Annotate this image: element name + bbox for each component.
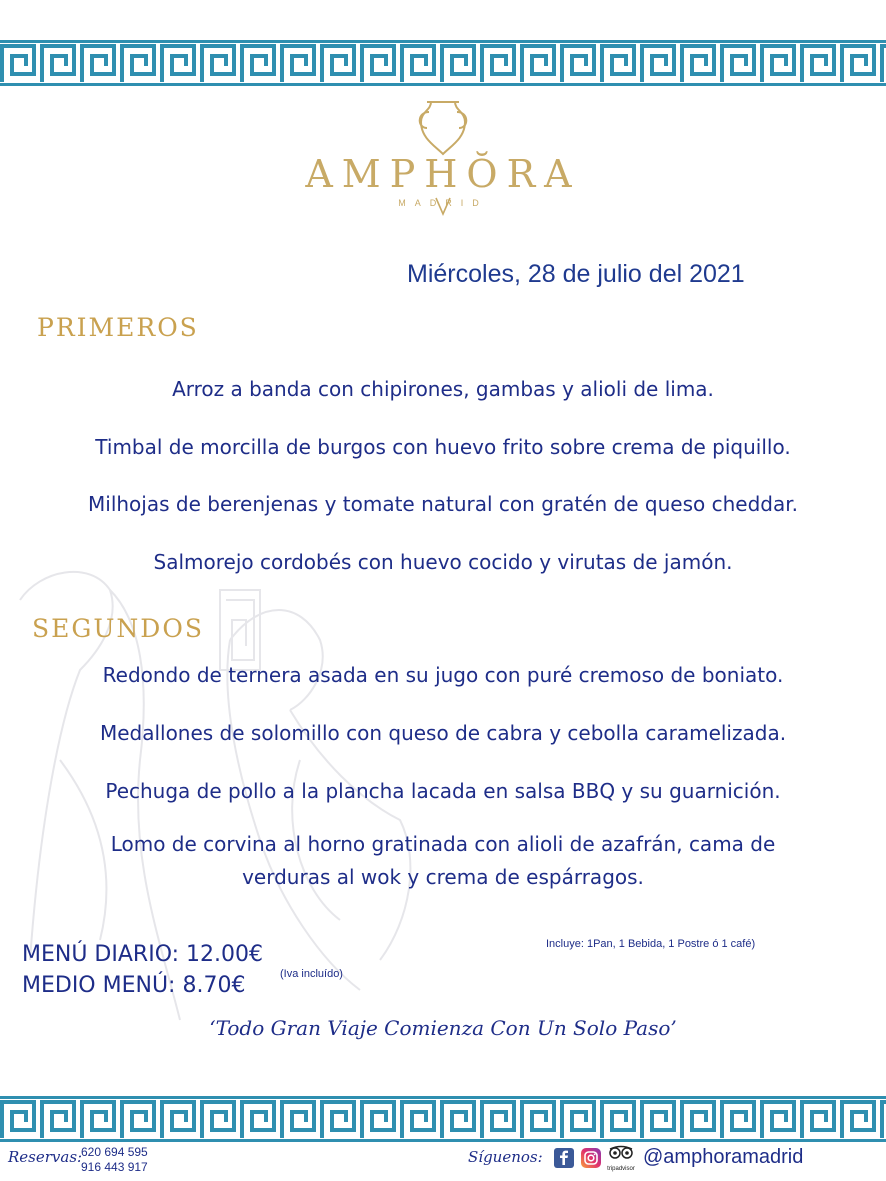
amphora-logo: [300, 92, 586, 222]
tripadvisor-wordmark: tripadvisor: [607, 1166, 635, 1172]
instagram-icon[interactable]: [581, 1148, 601, 1168]
section-title-primeros: PRIMEROS: [37, 313, 199, 342]
greek-key-border-top: [0, 38, 886, 88]
dish-item: Milhojas de berenjenas y tomate natural con gratén de queso cheddar.: [88, 492, 798, 516]
brand-name: AMPHŎRA: [305, 152, 581, 196]
tripadvisor-icon[interactable]: [606, 1145, 636, 1171]
siguenos-label: Síguenos:: [468, 1148, 543, 1166]
amphora-vase-icon: [413, 98, 473, 158]
facebook-icon[interactable]: [554, 1148, 574, 1168]
medio-menu-price: MEDIO MENÚ: 8.70€: [22, 973, 246, 998]
dish-item: Arroz a banda con chipirones, gambas y alioli de lima.: [172, 377, 714, 401]
greek-key-border-bottom: [0, 1094, 886, 1144]
menu-diario-price: MENÚ DIARIO: 12.00€: [22, 942, 264, 967]
phone-number[interactable]: 620 694 595: [81, 1145, 148, 1159]
menu-quote: ‘Todo Gran Viaje Comienza Con Un Solo Paso’: [209, 1016, 677, 1040]
dish-item: Timbal de morcilla de burgos con huevo frito sobre crema de piquillo.: [95, 435, 791, 459]
phone-number[interactable]: 916 443 917: [81, 1160, 148, 1174]
includes-note: Incluye: 1Pan, 1 Bebida, 1 Postre ó 1 café): [546, 938, 756, 950]
dish-item: Redondo de ternera asada en su jugo con puré cremoso de boniato.: [102, 663, 784, 687]
menu-date: Miércoles, 28 de julio del 2021: [407, 260, 745, 288]
social-handle[interactable]: @amphoramadrid: [643, 1146, 804, 1168]
dish-item: Medallones de solomillo con queso de cabra y cebolla caramelizada.: [99, 721, 787, 745]
brand-subtitle: MADRID: [398, 198, 488, 208]
amphora-base-icon: [433, 196, 453, 218]
dish-item: Pechuga de pollo a la plancha lacada en salsa BBQ y su guarnición.: [105, 779, 781, 803]
reservas-label: Reservas:: [8, 1148, 83, 1166]
iva-note: (Iva incluído): [280, 968, 343, 980]
dish-item: Salmorejo cordobés con huevo cocido y virutas de jamón.: [153, 550, 733, 574]
dish-item-continued: verduras al wok y crema de espárragos.: [242, 865, 644, 889]
section-title-segundos: SEGUNDOS: [32, 614, 204, 643]
dish-item: Lomo de corvina al horno gratinada con alioli de azafrán, cama de: [110, 832, 776, 856]
